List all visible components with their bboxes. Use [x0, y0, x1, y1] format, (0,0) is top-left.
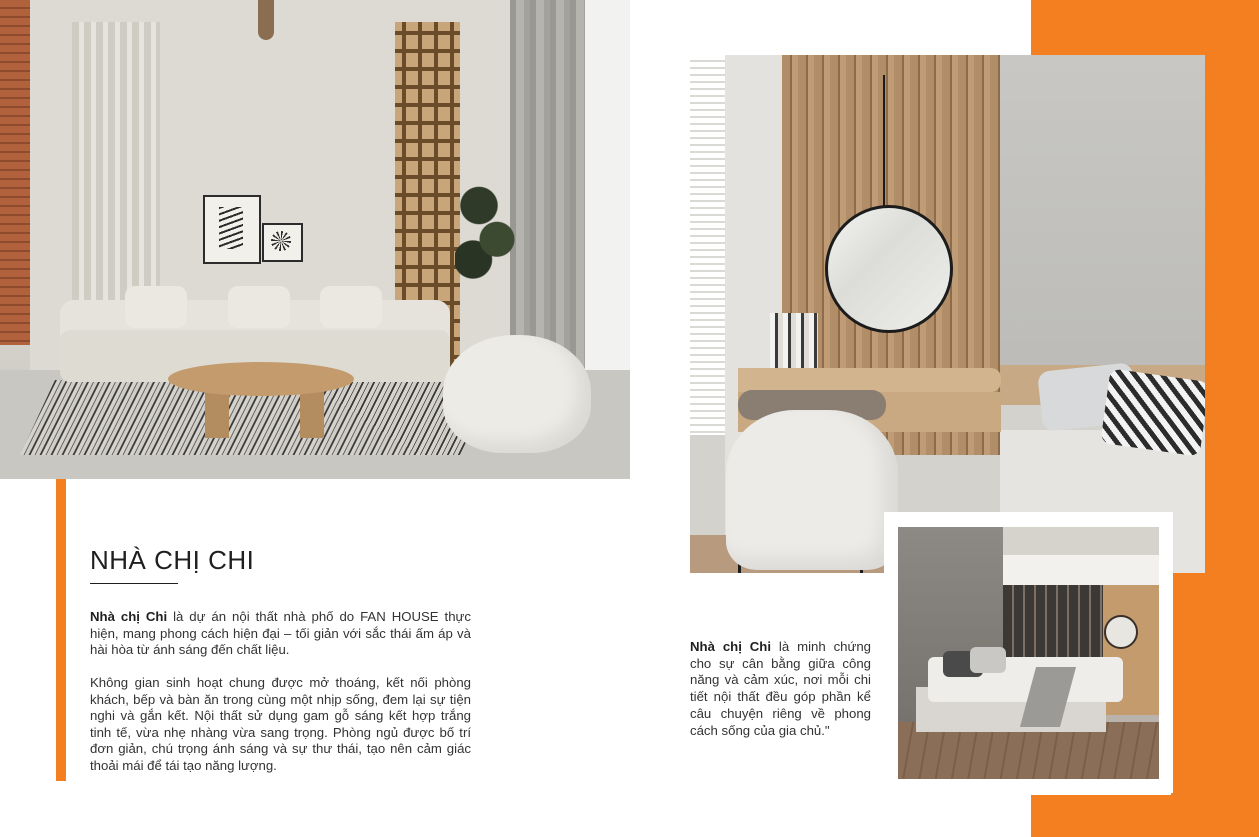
pendant-lamp — [258, 0, 274, 40]
intro-text: là dự án nội thất nhà phố do FAN HOUSE thực hiện, mang phong cách hiện đại – tối giản với sắc thái ấm áp và hài hòa từ ánh sáng đến chất liệu. — [90, 609, 471, 657]
concrete-wall — [1000, 55, 1205, 385]
table-leg — [300, 388, 324, 438]
window — [585, 0, 630, 430]
living-room-photo — [0, 0, 630, 479]
page-title: NHÀ CHỊ CHI — [90, 545, 255, 575]
window-blind — [690, 55, 725, 435]
table-leg — [205, 388, 229, 438]
brand-name: Nhà chị Chi — [690, 639, 772, 654]
art-burst — [271, 231, 291, 251]
coffee-table — [168, 362, 354, 396]
intro-paragraph — [90, 609, 471, 659]
armchair — [443, 335, 591, 453]
quote-paragraph — [690, 639, 871, 739]
ceiling — [1003, 527, 1159, 555]
quote-text: là minh chứng cho sự cân bằng giữa công năng và cảm xúc, nơi mỗi chi tiết nội thất đều góp phần kể câu chuyện riêng về phong cách sống của gia chủ." — [690, 639, 871, 738]
bedroom-photo — [690, 55, 1205, 573]
plant — [455, 165, 515, 300]
brick-wall — [0, 0, 30, 345]
upper-cabinet — [1003, 555, 1159, 585]
round-mirror — [825, 205, 953, 333]
patterned-pillow — [1100, 368, 1205, 456]
chair — [726, 410, 898, 570]
orange-accent-strip — [56, 479, 66, 781]
sofa-cushion — [228, 286, 290, 328]
brand-name: Nhà chị Chi — [90, 609, 168, 624]
body-paragraph: Không gian sinh hoạt chung được mở thoáng, kết nối phòng khách, bếp và bàn ăn trong cùng một nhịp sống, đem lại sự tiện nghi và gắn kết. Nội thất sử dụng gam gỗ sáng kết hợp trắng tinh tế, vừa nhẹ nhàng vừa sang trọng. Phòng ngủ được bố trí đơn giản, chú trọng ánh sáng và sự thư thái, tạo nên cảm giác thoải mái để tái tạo năng lượng. — [90, 675, 471, 773]
wall-art-frame — [203, 195, 261, 264]
wall-art-frame — [262, 223, 303, 262]
round-mirror — [1104, 615, 1138, 649]
sofa-cushion — [125, 286, 187, 328]
title-underline — [90, 583, 178, 584]
art-lines — [219, 207, 243, 249]
mirror-strap — [883, 75, 885, 207]
master-bedroom-photo — [898, 527, 1159, 779]
pillow — [970, 647, 1006, 673]
vanity-desk — [738, 368, 1001, 392]
orange-accent-block — [1031, 795, 1259, 837]
sofa-cushion — [320, 286, 382, 328]
books — [770, 313, 818, 369]
